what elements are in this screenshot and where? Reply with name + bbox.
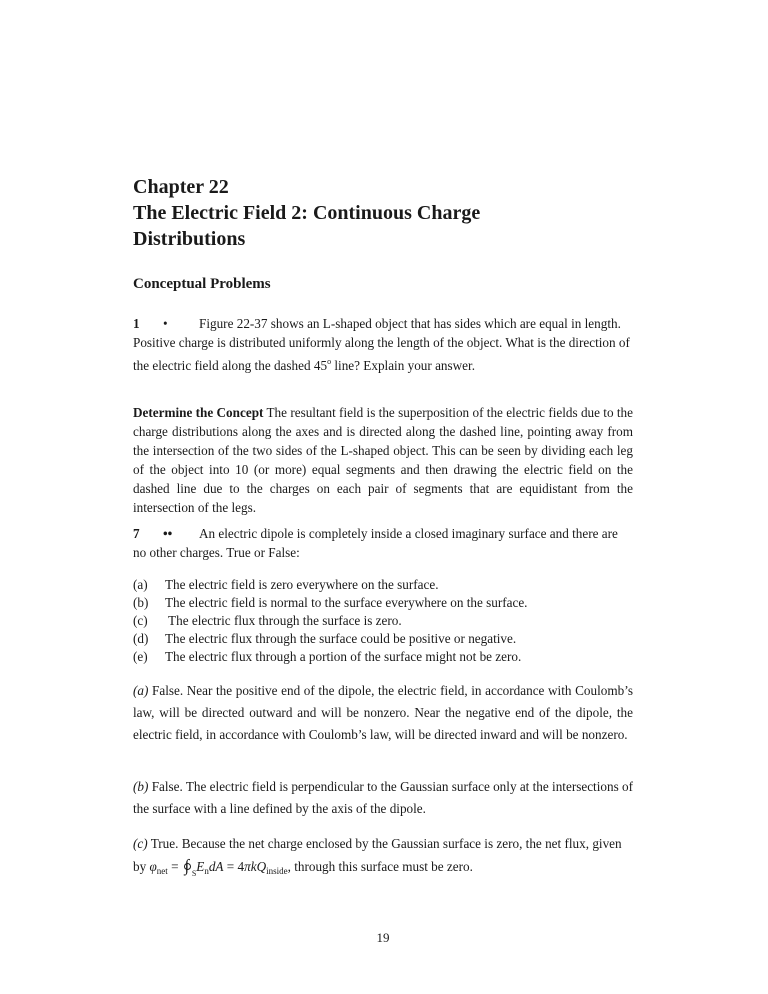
- answer-label: (c): [133, 836, 148, 851]
- option-text: The electric field is normal to the surface everywhere on the surface.: [165, 595, 528, 610]
- degree-mark: o: [327, 357, 332, 366]
- phi-symbol: φ: [149, 859, 157, 874]
- list-item: [133, 647, 633, 665]
- option-text: The electric flux through a portion of the surface might not be zero.: [165, 649, 522, 664]
- option-label: (c): [133, 613, 148, 628]
- options-list: [133, 575, 633, 665]
- problem-text: line? Explain your answer.: [331, 358, 476, 373]
- list-item: [133, 629, 633, 647]
- list-item: [133, 611, 633, 629]
- problem-7-statement: [133, 524, 633, 562]
- problem-number: 7: [133, 526, 140, 541]
- list-item: [133, 575, 633, 593]
- page-number: 19: [376, 930, 390, 945]
- problem-1-statement: [133, 314, 633, 375]
- option-text: The electric field is zero everywhere on the surface.: [165, 577, 439, 592]
- surface-subscript: S: [191, 869, 197, 878]
- equals-sign: =: [167, 859, 182, 874]
- option-text: The electric flux through the surface is zero.: [165, 613, 402, 628]
- answer-text: True. Because the net charge enclosed by the Gaussian surface is zero, the net flux, given by: [133, 836, 622, 874]
- charge-subscript: inside: [266, 866, 288, 876]
- section-heading: Conceptual Problems: [133, 276, 271, 292]
- flux-formula: [149, 856, 288, 878]
- option-label: (a): [133, 577, 148, 592]
- option-label: (b): [133, 595, 149, 610]
- concept-paragraph: [133, 403, 633, 517]
- concept-label: Determine the Concept: [133, 405, 264, 420]
- field-symbol: E: [196, 859, 205, 874]
- chapter-title-line: The Electric Field 2: Continuous Charge: [133, 202, 481, 224]
- pi-symbol: π: [244, 859, 251, 874]
- charge-term: kQ: [250, 859, 267, 874]
- option-label: (d): [133, 631, 149, 646]
- concept-text: The resultant field is the superposition of the electric fields due to the charge distributions along the axes and is directed along the dashed line, pointing away from the intersection of the two sides of the L-shaped object. This can be seen by dividing each leg of the object into 10 (or more) equal segments and then drawing the electric field on the dashed line due to the charges on each pair of segments that are equidistant from the intersection of the legs.: [133, 405, 633, 515]
- list-item: [133, 593, 633, 611]
- chapter-title: [133, 174, 633, 252]
- option-text: The electric flux through the surface could be positive or negative.: [165, 631, 517, 646]
- answer-a-paragraph: [133, 680, 633, 746]
- answer-text: , through this surface must be zero.: [287, 859, 473, 874]
- phi-subscript: net: [156, 866, 168, 876]
- answer-text: False. Near the positive end of the dipole, the electric field, in accordance with Coulomb’s law, will be directed outward and will be nonzero. Near the negative end of the dipole, the electric field, in accordance with Coulomb’s law, will be directed inward and will be nonzero.: [133, 683, 633, 742]
- problem-text: Figure 22-37 shows an L-shaped object that has sides which are equal in length. Positive charge is distributed uniformly along the length of the object. What is the direction of the electric field along the dashed 45: [133, 316, 630, 373]
- answer-text: False. The electric field is perpendicular to the Gaussian surface only at the intersections of the surface with a line defined by the axis of the dipole.: [133, 779, 633, 816]
- answer-label: (a): [133, 683, 149, 698]
- chapter-number: Chapter 22: [133, 176, 229, 198]
- closed-integral-icon: ∫: [184, 856, 190, 875]
- problem-text: An electric dipole is completely inside a closed imaginary surface and there are no other charges. True or False:: [133, 526, 618, 560]
- difficulty-indicator: •: [163, 316, 168, 331]
- answer-c-paragraph: [133, 833, 633, 885]
- document-page: [133, 0, 633, 994]
- problem-number: 1: [133, 316, 140, 331]
- equals-four: = 4: [223, 859, 245, 874]
- difficulty-indicator: ••: [163, 526, 173, 541]
- option-label: (e): [133, 649, 148, 664]
- answer-b-paragraph: [133, 776, 633, 820]
- answer-label: (b): [133, 779, 149, 794]
- field-subscript: n: [204, 866, 209, 876]
- chapter-title-line: Distributions: [133, 228, 246, 250]
- area-element: dA: [208, 859, 224, 874]
